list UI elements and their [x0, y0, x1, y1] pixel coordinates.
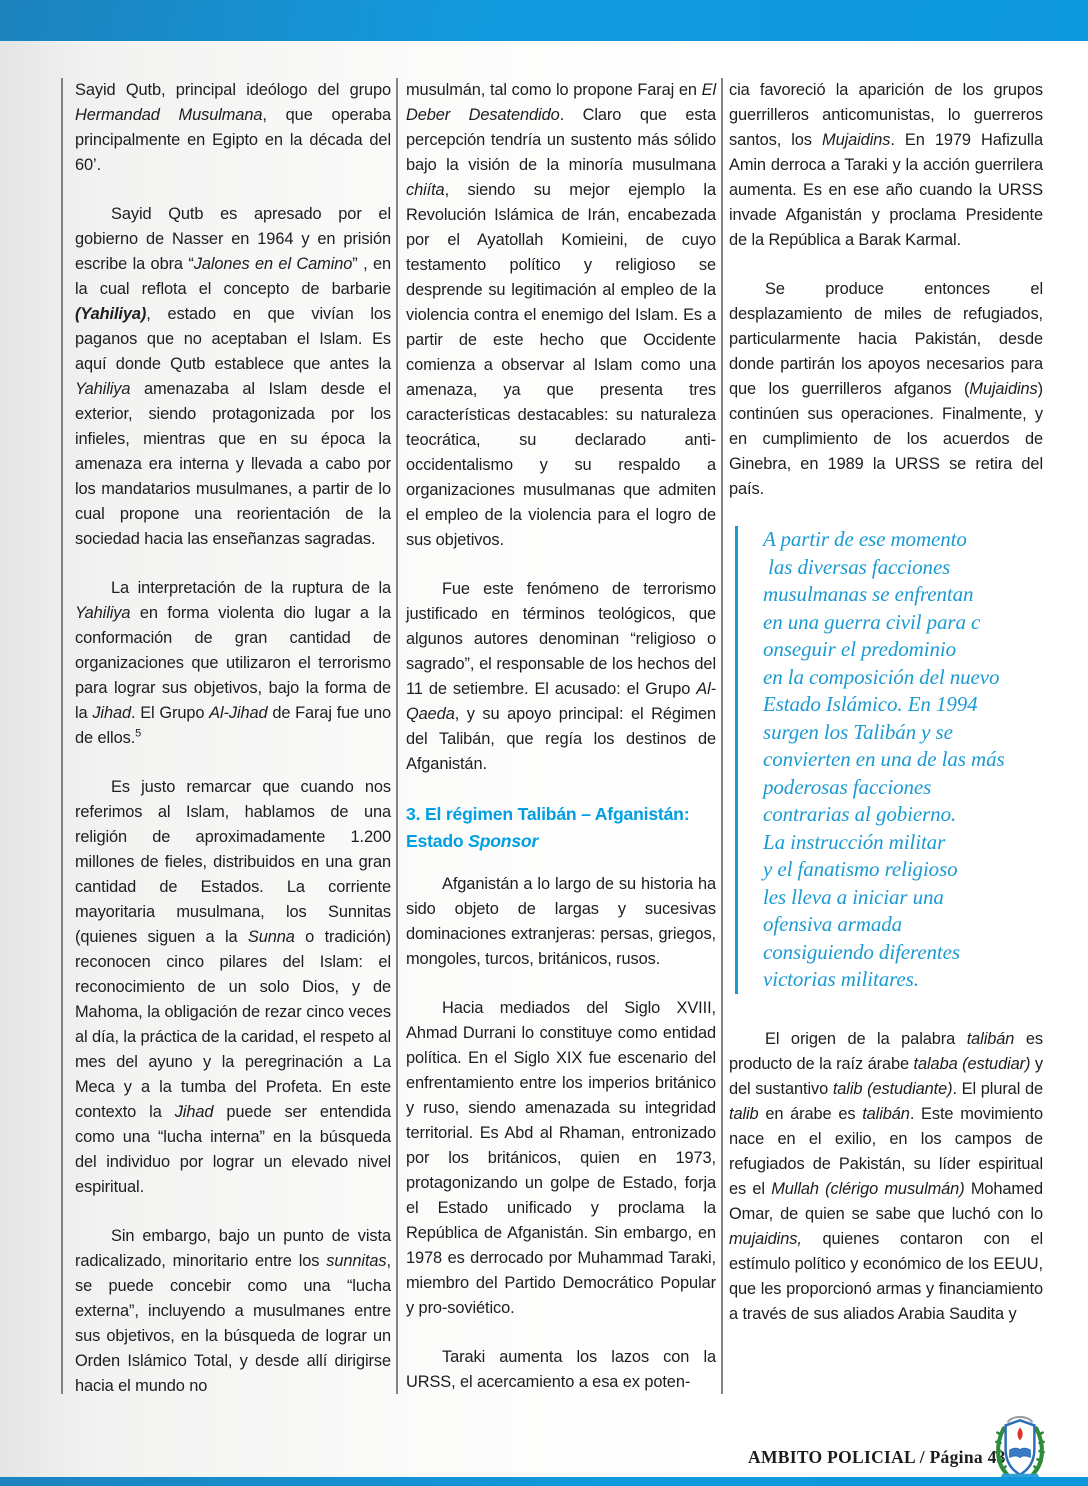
pull-quote-line: les lleva a iniciar una	[763, 884, 944, 909]
column-divider-2	[721, 78, 723, 1394]
top-blue-bar	[0, 0, 1088, 41]
pull-quote	[735, 526, 1043, 994]
pull-quote-line: musulmanas se enfrentan	[763, 582, 974, 606]
pull-quote-line: surgen los Talibán y se	[763, 719, 953, 744]
paragraph: Sayid Qutb es apresado por el gobierno de Nasser en 1964 y en prisión escribe la obra “Jalones en el Camino” , en la cual reflota el concepto de barbarie (Yahiliya), estado en que vivían los paganos que no aceptaban el Islam. Es aquí donde Qutb establece que antes la Yahiliya amenazaba al Islam desde el exterior, siendo protagonizada por los infieles, mientras que en su época la amenaza era interna y llevada a cabo por los mandatarios musulmanes, a partir de lo cual propone una reorientación de la sociedad hacia las enseñanzas sagradas.	[75, 205, 391, 548]
section-heading: 3. El régimen Talibán – Afganistán: Estado Sponsor	[406, 804, 690, 851]
pull-quote-line: poderosas facciones	[763, 774, 932, 799]
pull-quote-line: consiguiendo diferentes	[763, 939, 960, 964]
paragraph: El origen de la palabra talibán es producto de la raíz árabe talaba (estudiar) y del sustantivo talib (estudiante). El plural de talib en árabe es talibán. Este movimiento nace en el exilio, en los campos de refugiados de Pakistán, su líder espiritual es el Mullah (clérigo musulmán) Mohamed Omar, de quien se sabe que luchó con lo mujaidins, quienes contaron con el estímulo político y económico de los EEUU, que les proporcionó armas y financiamiento a través de sus aliados Arabia Saudita y	[729, 1029, 1044, 1323]
paragraph: cia favoreció la aparición de los grupos guerrilleros anticomunistas, lo guerreros santos, los Mujaidins. En 1979 Hafizulla Amin derroca a Taraki y la acción guerrilera aumenta. Es en ese año cuando la URSS invade Afganistán y proclama Presidente de la República a Barak Karmal.	[729, 81, 1043, 249]
paragraph: Fue este fenómeno de terrorismo justificado en términos teológicos, que algunos autores denominan “religioso o sagrado”, el responsable de los hechos del 11 de setiembre. El acusado: el Grupo Al-Qaeda, y su apoyo principal: el Régimen del Talibán, que regía los destinos de Afganistán.	[406, 580, 716, 773]
pull-quote-line: en la composición del nuevo	[763, 664, 1000, 689]
pull-quote-line: las diversas facciones	[763, 554, 951, 579]
paragraph: Es justo remarcar que cuando nos referimos al Islam, hablamos de una religión de aproximadamente 1.200 millones de fieles, distribuidos en una gran cantidad de Estados. La corriente mayoritaria musulmana, los Sunnitas (quienes siguen a la Sunna o tradición) reconocen cinco pilares del Islam: el reconocimiento de un solo Dios, y de Mahoma, la obligación de rezar cinco veces al día, la práctica de la caridad, el respeto al mes del ayuno y la peregrinación a La Meca y a la tumba del Profeta. En este contexto la Jihad puede ser entendida como una “lucha interna” en la búsqueda del individuo por lograr un elevado nivel espiritual.	[75, 778, 391, 1196]
paragraph: Afganistán a lo largo de su historia ha sido objeto de largas y sucesivas dominaciones extranjeras: persas, griegos, mongoles, turcos, británicos, rusos.	[406, 875, 716, 968]
pull-quote-line: en una guerra civil para c	[763, 609, 981, 634]
paragraph: Sayid Qutb, principal ideólogo del grupo Hermandad Musulmana, que operaba principalmente en Egipto en la década del 60’.	[75, 81, 391, 174]
text-column-1	[75, 78, 391, 1423]
pull-quote-line: La instrucción militar	[763, 829, 946, 854]
paragraph: Taraki aumenta los lazos con la URSS, el acercamiento a esa ex poten-	[406, 1348, 716, 1391]
footer-credit: AMBITO POLICIAL / Página 43	[748, 1447, 1006, 1467]
pull-quote-line: Estado Islámico. En 1994	[763, 692, 978, 716]
pull-quote-line: victorias militares.	[763, 967, 919, 991]
paragraph: Hacia mediados del Siglo XVIII, Ahmad Durrani lo constituye como entidad política. En el Siglo XIX fue escenario del enfrentamiento entre los imperios británico y ruso, siendo amenazada su integridad territorial. Es Abd al Rhaman, entronizado por los británicos, quien en 1973, protagonizando un golpe de Estado, forja el Estado unificado y proclama la República de Afganistán. Sin embargo, en 1978 es derrocado por Muhammad Taraki, miembro del Partido Democrático Popular y pro-soviético.	[406, 999, 716, 1317]
pull-quote-line: y el fanatismo religioso	[763, 857, 958, 881]
paragraph: La interpretación de la ruptura de la Yahiliya en forma violenta dio lugar a la conformación de gran cantidad de organizaciones que utilizaron el terrorismo para lograr sus objetivos, bajo la forma de la Jihad. El Grupo Al-Jihad de Faraj fue uno de ellos.$^5$	[75, 579, 391, 747]
pull-quote-line: convierten en una de las más	[763, 747, 1005, 771]
paragraph: musulmán, tal como lo propone Faraj en El Deber Desatendido. Claro que esta percepción tendría un sustento más sólido bajo la visión de la minoría musulmana chiíta, siendo su mejor ejemplo la Revolución Islámica de Irán, encabezada por el Ayatollah Komieini, de cuyo testamento político y religioso se desprende su legitimación al empleo de la violencia contra el enemigo del Islam. Es a partir de este hecho que Occidente comienza a observar al Islam como una amenaza, ya que presenta tres características destacables: su naturaleza teocrática, su declarado anti-occidentalismo y su respaldo a organizaciones musulmanas que admiten el empleo de la violencia para el logro de sus objetivos.	[406, 81, 716, 549]
text-column-2	[406, 78, 716, 1419]
bottom-blue-bar	[0, 1477, 1088, 1486]
pull-quote-line: A partir de ese momento	[763, 527, 967, 551]
pull-quote-line: onseguir el predominio	[763, 637, 957, 661]
paragraph: Se produce entonces el desplazamiento de miles de refugiados, particularmente hacia Pakistán, desde donde partirán los apoyos necesarios para que los guerrilleros afganos (Mujaidins) continúen sus operaciones. Finalmente, y en cumplimiento de los acuerdos de Ginebra, en 1989 la URSS se retira del país.	[729, 280, 1043, 498]
column-divider-1	[396, 78, 398, 1394]
paragraph: Sin embargo, bajo un punto de vista radicalizado, minoritario entre los sunnitas, se puede concebir como una “lucha externa”, incluyendo a musulmanes entre sus objetivos, en la búsqueda de lograr un Orden Islámico Total, y desde allí dirigirse hacia el mundo no	[75, 1227, 391, 1395]
police-crest-logo	[992, 1410, 1048, 1484]
text-column-3	[729, 78, 1043, 1351]
crest-book	[1010, 1448, 1031, 1457]
left-margin-rule	[61, 78, 63, 1394]
pull-quote-line: ofensiva armada	[763, 912, 903, 936]
pull-quote-line: contrarias al gobierno.	[763, 802, 957, 826]
